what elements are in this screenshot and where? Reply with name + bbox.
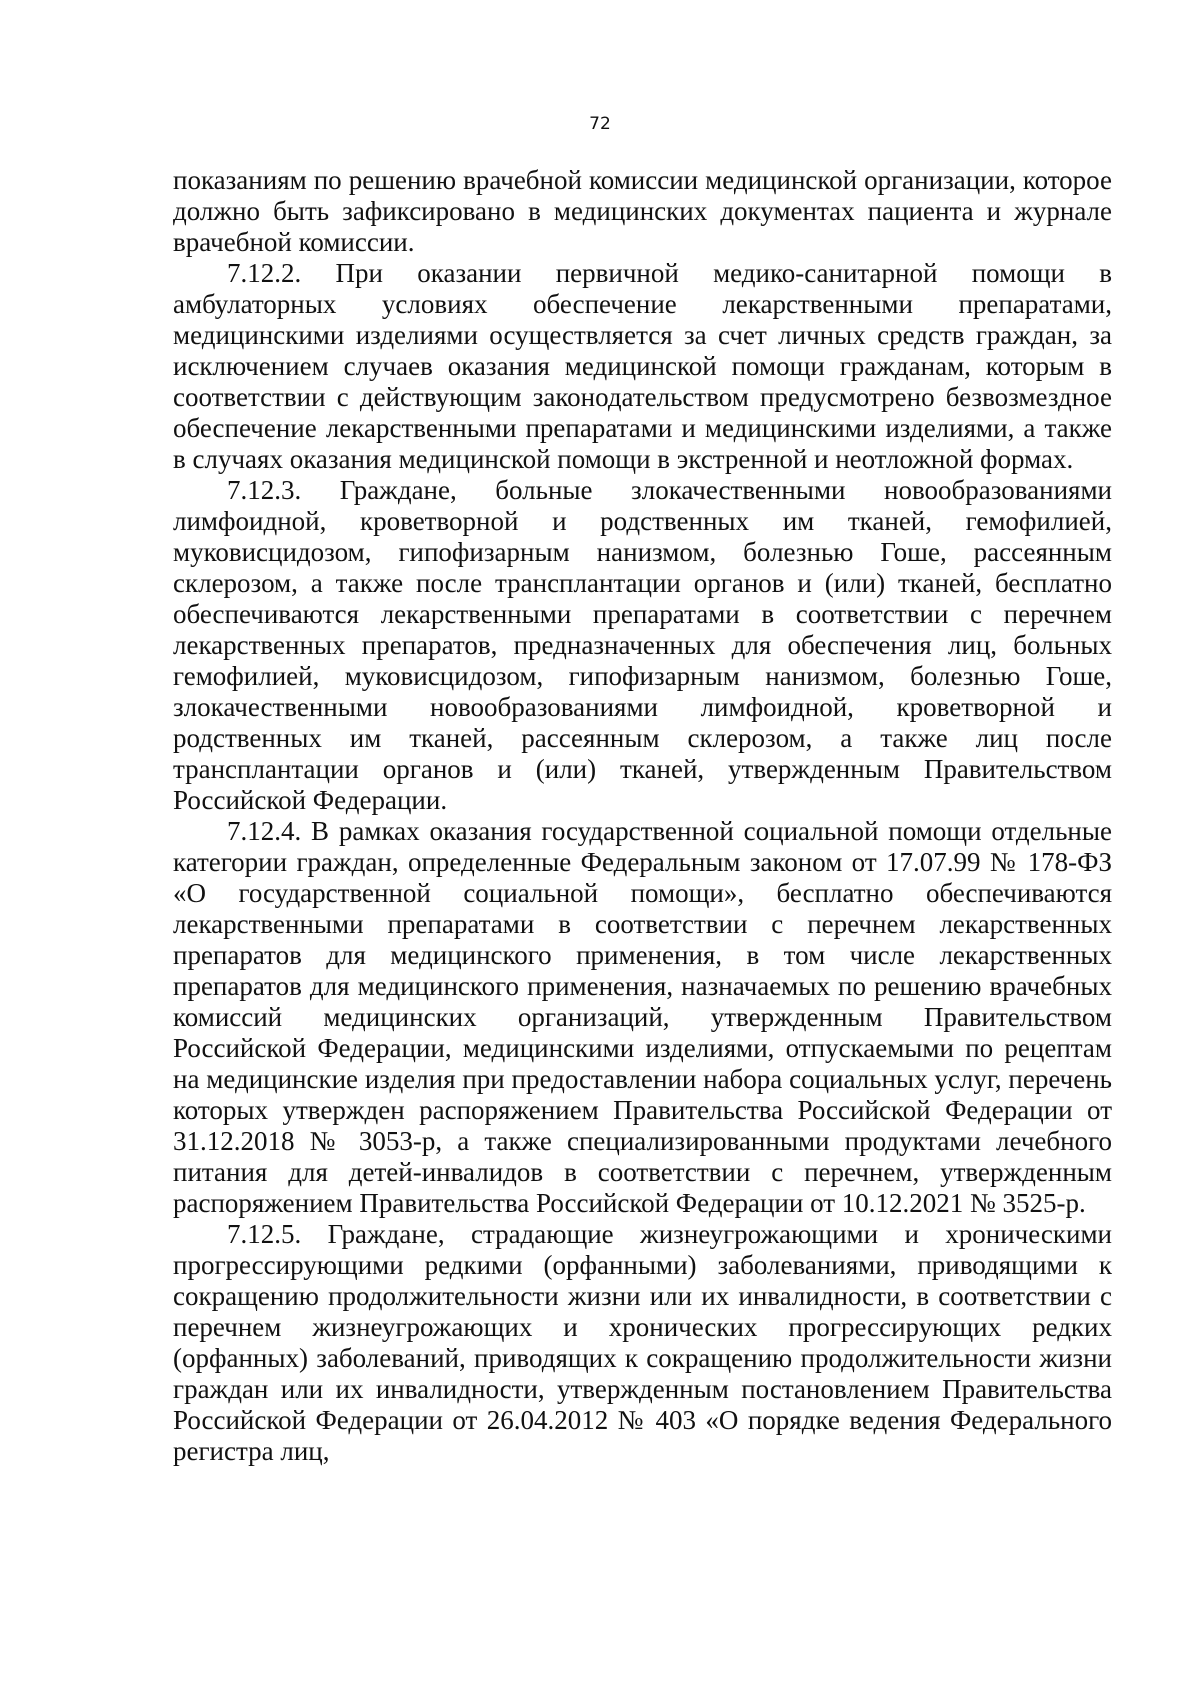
paragraph-7-12-2: 7.12.2. При оказании первичной медико-санитарной помощи в амбулаторных условиях обеспечение лекарственными препаратами, медицинскими изделиями осуществляется за счет личных средств граждан, за исключением случаев оказания медицинской помощи гражданам, которым в соответствии с действующим законодательством предусмотрено безвозмездное обеспечение лекарственными препаратами и медицинскими изделиями, а также в случаях оказания медицинской помощи в экстренной и неотложной формах. <box>173 258 1112 474</box>
paragraph-7-12-5: 7.12.5. Граждане, страдающие жизнеугрожающими и хроническими прогрессирующими редкими (орфанными) заболеваниями, приводящими к сокращению продолжительности жизни или их инвалидности, в соответствии с перечнем жизнеугрожающих и хронических прогрессирующих редких (орфанных) заболеваний, приводящих к сокращению продолжительности жизни граждан или их инвалидности, утвержденным постановлением Правительства Российской Федерации от 26.04.2012 № 403 «О порядке ведения Федерального регистра лиц, <box>173 1219 1112 1466</box>
page-number: 72 <box>589 114 611 134</box>
document-body <box>173 165 1112 1467</box>
paragraph-7-12-4: 7.12.4. В рамках оказания государственной социальной помощи отдельные категории граждан, определенные Федеральным законом от 17.07.99 № 178-ФЗ «О государственной социальной помощи», бесплатно обеспечиваются лекарственными препаратами в соответствии с перечнем лекарственных препаратов для медицинского применения, в том числе лекарственных препаратов для медицинского применения, назначаемых по решению врачебных комиссий медицинских организаций, утвержденным Правительством Российской Федерации, медицинскими изделиями, отпускаемыми по рецептам на медицинские изделия при предоставлении набора социальных услуг, перечень которых утвержден распоряжением Правительства Российской Федерации от 31.12.2018 № 3053-р, а также специализированными продуктами лечебного питания для детей-инвалидов в соответствии с перечнем, утвержденным распоряжением Правительства Российской Федерации от 10.12.2021 № 3525-р. <box>173 816 1112 1218</box>
paragraph-continuation: показаниям по решению врачебной комиссии медицинской организации, которое должно быть зафиксировано в медицинских документах пациента и журнале врачебной комиссии. <box>173 165 1112 257</box>
paragraph-7-12-3: 7.12.3. Граждане, больные злокачественными новообразованиями лимфоидной, кроветворной и родственных им тканей, гемофилией, муковисцидозом, гипофизарным нанизмом, болезнью Гоше, рассеянным склерозом, а также после трансплантации органов и (или) тканей, бесплатно обеспечиваются лекарственными препаратами в соответствии с перечнем лекарственных препаратов, предназначенных для обеспечения лиц, больных гемофилией, муковисцидозом, гипофизарным нанизмом, болезнью Гоше, злокачественными новообразованиями лимфоидной, кроветворной и родственных им тканей, рассеянным склерозом, а также лиц после трансплантации органов и (или) тканей, утвержденным Правительством Российской Федерации. <box>173 475 1112 815</box>
